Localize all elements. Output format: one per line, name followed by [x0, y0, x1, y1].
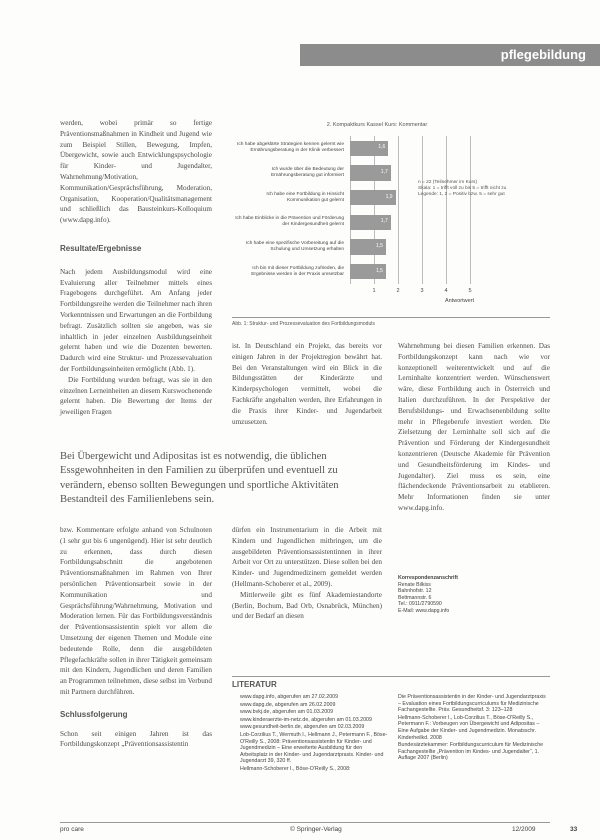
reference-entry: Hellmann-Schoberer I., Lob-Corzilius T., Böse-O'Reilly S., Petermann F.: Vorbeugen von Übergewicht und Adipositas – Eine Aufgabe der Kinder- und Jugendmedizin. Monatsschr. Kinderheilkd. 2008 — [398, 714, 540, 741]
chart-legend: n = 22 (Teilnehmer im Kurs) Skala: 1 = trifft voll zu bis 5 = trifft nicht zu Legende: 1, 2 = Positiv bzw. 5 = sehr gut — [418, 180, 507, 197]
bar-value-label: 1,5 — [376, 243, 383, 249]
contact-line: Tel.: 0911/2790590 — [398, 601, 442, 608]
gridline — [446, 136, 447, 284]
results-paragraph-2: Die Fortbildung wurden befragt, was sie in den einzelnen Lerneinheiten an diesem Kurswochenende gelernt haben. Die Bewertung der Items der jeweiligen Fragen — [60, 375, 212, 417]
x-tick-label: 2 — [396, 288, 400, 294]
category-label: Ich habe Einblicke in die Prävention und Förderung der Kindergesundheit gelernt — [235, 216, 344, 228]
caption-rule — [232, 317, 550, 318]
contact-line: Bettmannstr. 6 — [398, 594, 432, 601]
literature-rule — [232, 676, 550, 677]
x-ticks — [350, 288, 470, 298]
bar-value-label: 1,7 — [380, 218, 388, 225]
reference-entry: Lob-Corzilius T., Wermuth I., Hellmann J., Petermann F., Böse-O'Reilly S., 2008: Präventionsassistentin für Kinder- und Jugendmedizin – Eine erweiterte Ausbildung für den Arbeitsplatz in der Kinder- und Jugendarztpraxis. Kinder- und Jugendarzt 39, 320 ff. — [240, 731, 388, 765]
category-label: Ich habe eine spezifische Vorbereitung auf die Schulung und Umsetzung erhalten — [245, 241, 344, 252]
contact-line: Renate Bilkiss — [398, 581, 431, 588]
gridline — [422, 136, 423, 284]
reference-entry: www.dapg.de, abgerufen am 26.02.2009 — [240, 701, 336, 708]
contact-label: Korrespondenzanschrift — [398, 575, 458, 581]
contact-lines — [398, 582, 548, 615]
category-labels — [232, 136, 344, 284]
bar-value-label: 1,6 — [378, 144, 386, 151]
conclusion-heading: Schlussfolgerung — [60, 709, 128, 719]
reference-entry: Bundesärztekammer: Fortbildungscurriculum für Medizinische Fachangestellte „Prävention im Kindes- und Jugendalter“, 1. Auflage 2007 (Berlin) — [398, 742, 544, 762]
reference-entry: www.bvkj.de, abgerufen am 01.03.2009 — [240, 709, 334, 716]
gridline — [350, 136, 351, 284]
results-paragraph-1: Nach jedem Ausbildungsmodul wird eine Evaluierung aller Teilnehmer mittels eines Fragebogens durchgeführt. Am Anfang jeder Fortbildungsreihe werden die Teilnehmer nach ihren Vorkenntnissen und Erwartungen an die Fortbildung befragt. Zusätzlich sollten sie angeben, was sie inhaltlich in jeder einzelnen Ausbildungseinheit gelernt haben und wie die Dozenten bewerten. Dadurch wird eine Struktur- und Prozessevaluation der Fortbildungseinheiten ermöglicht (Abb. 1). — [60, 267, 212, 373]
section-title: pflegebildung — [500, 47, 586, 62]
x-tick-label: 5 — [468, 288, 472, 294]
col2-bottom-paragraph-2: Mittlerweile gibt es fünf Akademiestandorte (Berlin, Bochum, Bad Orb, Osnabrück, München) und der Bedarf an diesen — [232, 590, 382, 621]
intro-paragraph: werden, wobei primär so fertige Präventionsmaßnahmen in Kindheit und Jugend wie zum Beispiel Stillen, Bewegung, Impfen, Übergewicht, sowie auch Entwicklungspsychologie für Kinder- und Jugendalter, Wahrnehmung/Motivation, Kommunikation/Gesprächsführung, Moderation, Organisation, Kooperation/Qualitätsmanagement und schließlich das Bausteinkurs-Kolloquium (www.dapg.info). — [60, 119, 212, 225]
category-label: Ich bin mit dieser Fortbildung zufrieden, die Ergebnisse werden in der Praxis umsetzbar — [251, 265, 344, 277]
literature-heading: LITERATUR — [232, 680, 277, 689]
column-1-bottom — [60, 525, 212, 750]
bar-value-label: 1,5 — [376, 267, 383, 274]
column-2-bottom — [232, 525, 382, 622]
contact-line: E-Mail: www.dapg.info — [398, 607, 450, 614]
column-2-middle — [232, 341, 382, 441]
reference-entry: www.kinderaerzte-im-netz.de, abgerufen am 01.03.2009 — [240, 716, 372, 723]
figure-caption: Abb. 1: Struktur- und Prozessevaluation des Fortbildungsmoduls — [232, 321, 375, 327]
reference-entry: Die Präventionsassistentin in der Kinder- und Jugendarztpraxis – Evaluation eines Fortbildungscurriculums für Medizinische Fachangestellte. Präv. Gesundheitsf. 3: 123–128 — [398, 694, 546, 714]
contact-line: Bahnhofstr. 12 — [398, 588, 432, 595]
gridline — [398, 136, 399, 284]
bar-value-label: 1,9 — [385, 193, 393, 200]
reference-entry: www.gesundheit-berlin.de, abgerufen am 02.03.2009 — [240, 724, 365, 731]
reference-entry: Hellmann-Schoberer I., Böse-O'Reilly S., 2008: — [240, 765, 351, 772]
conclusion-paragraph: Wahrnehmung bei diesen Familien erkennen. Das Fortbildungskonzept kann nach wie vor konzeptionell weiterentwickelt und auf die Lerninhalte konzentriert werden. Wünschenswert wäre, diese Fortbildung auch in Österreich und Italien durchzuführen. In der Perspektive der Berufsbildungs- und Erwachsenenbildung sollte mehr in Pflegeberufe investiert werden. Die Zielsetzung der Lerninhalte soll sich auf die Prävention und Förderung der Kindergesundheit konzentrieren (Deutsche Akademie für Prävention und Gesundheitsförderung im Kindes- und Jugendalter). Ziel muss es sein, eine flächendeckende Präventionsarbeit zu etablieren. Mehr Informationen finden sie unter www.dapg.info. — [398, 342, 550, 512]
chart-title: 2. Kompaktkurs Kassel Kurs: Kommentar — [326, 122, 428, 128]
gridline — [470, 136, 471, 284]
x-tick-label: 4 — [444, 288, 448, 294]
column-1-top — [60, 118, 212, 418]
pull-quote: Bei Übergewicht und Adipositas ist es notwendig, die üblichen Essgewohnheiten in den Familien zu überprüfen und eventuell zu verändern, ebenso sollten Bewegungen und sportliche Aktivitäten Bestandteil des Familienlebens sein. — [60, 451, 339, 506]
literature-right — [398, 694, 548, 763]
col2-mid-paragraph: ist. In Deutschland ein Projekt, das bereits vor einigen Jahren in der Projektregion bewährt hat. Bei den Veranstaltungen wird ein Blick in die Bildungsstätten der Kinderärzte und Kinderpsychologen vermittelt, wobei die Fachkräfte angehalten werden, ihre Erfahrungen in die Praxis ihrer Kinder- und Jugendarbeit umzusetzen. — [232, 342, 382, 426]
footer-publisher: © Springer-Verlag — [290, 826, 342, 833]
footer-rule — [60, 822, 550, 823]
category-label: Ich habe abgeklärte Strategien kennen gelernt wie Ernährungsberatung in der Klinik verbessert — [237, 142, 344, 154]
column-3 — [398, 341, 550, 536]
plot-area — [350, 136, 470, 284]
contact-block — [398, 575, 548, 615]
x-tick-label: 1 — [372, 288, 376, 294]
gridline — [374, 136, 375, 284]
footer-journal: pro care — [60, 826, 84, 833]
category-label: Ich habe eine Fortbildung in Hinsicht Kommunikation gut gelernt — [266, 191, 344, 203]
col2-bottom-paragraph-1: dürfen ein Instrumentarium in die Arbeit mit Kindern und Jugendlichen mitbringen, um die ausgebildeten Präventionsassistentinnen in ihrer Arbeit vor Ort zu unterstützen. Diese sollen bei den Kinder- und Jugendmedizinern gemeldet werden (Hellmann-Schoberer et al., 2009). — [232, 526, 382, 588]
reference-entry: www.dapg.info, abgerufen am 27.02.2009 — [240, 694, 339, 700]
category-label: Ich wurde über die Bedeutung der Ernährungsberatung gut informiert — [270, 167, 344, 178]
bar-value-label: 1,7 — [380, 169, 388, 175]
conclusion-start: Schon seit einigen Jahren ist das Fortbildungskonzept „Präventionsassistentin — [60, 729, 212, 749]
evaluation-paragraph: bzw. Kommentare erfolgte anhand von Schulnoten (1 sehr gut bis 6 ungenügend). Hier ist sehr deutlich zu erkennen, dass durch diesen Fortbildungsabschnitt die angebotenen Präventionsmaßnahmen im Rahmen von Ihrer persönlichen Präventionsarbeit sowie in der Kommunikation und Gesprächsführung/Wahrnehmung, Motivation und Moderation lernen. Für das Fortbildungsverständnis der Präventionsassistentin spielt vor allem die Umsetzung der eigenen Themen und Module eine bedeutende Rolle, denn die ausgebildeten Pflegefachkräfte sollen in ihrer Tätigkeit gemeinsam mit den Kindern, Jugendlichen und deren Familien an Programmen teilnehmen, diese selbst im Verbund mit Partnern durchführen. — [60, 526, 212, 696]
page-number: 33 — [570, 826, 578, 833]
literature-left — [240, 694, 390, 774]
x-tick-label: 3 — [420, 288, 424, 294]
results-heading: Resultate/Ergebnisse — [60, 243, 142, 253]
bar-chart — [232, 122, 550, 334]
x-axis-label: Antwortwert — [445, 298, 475, 304]
footer-date: 12/2009 — [512, 826, 536, 833]
